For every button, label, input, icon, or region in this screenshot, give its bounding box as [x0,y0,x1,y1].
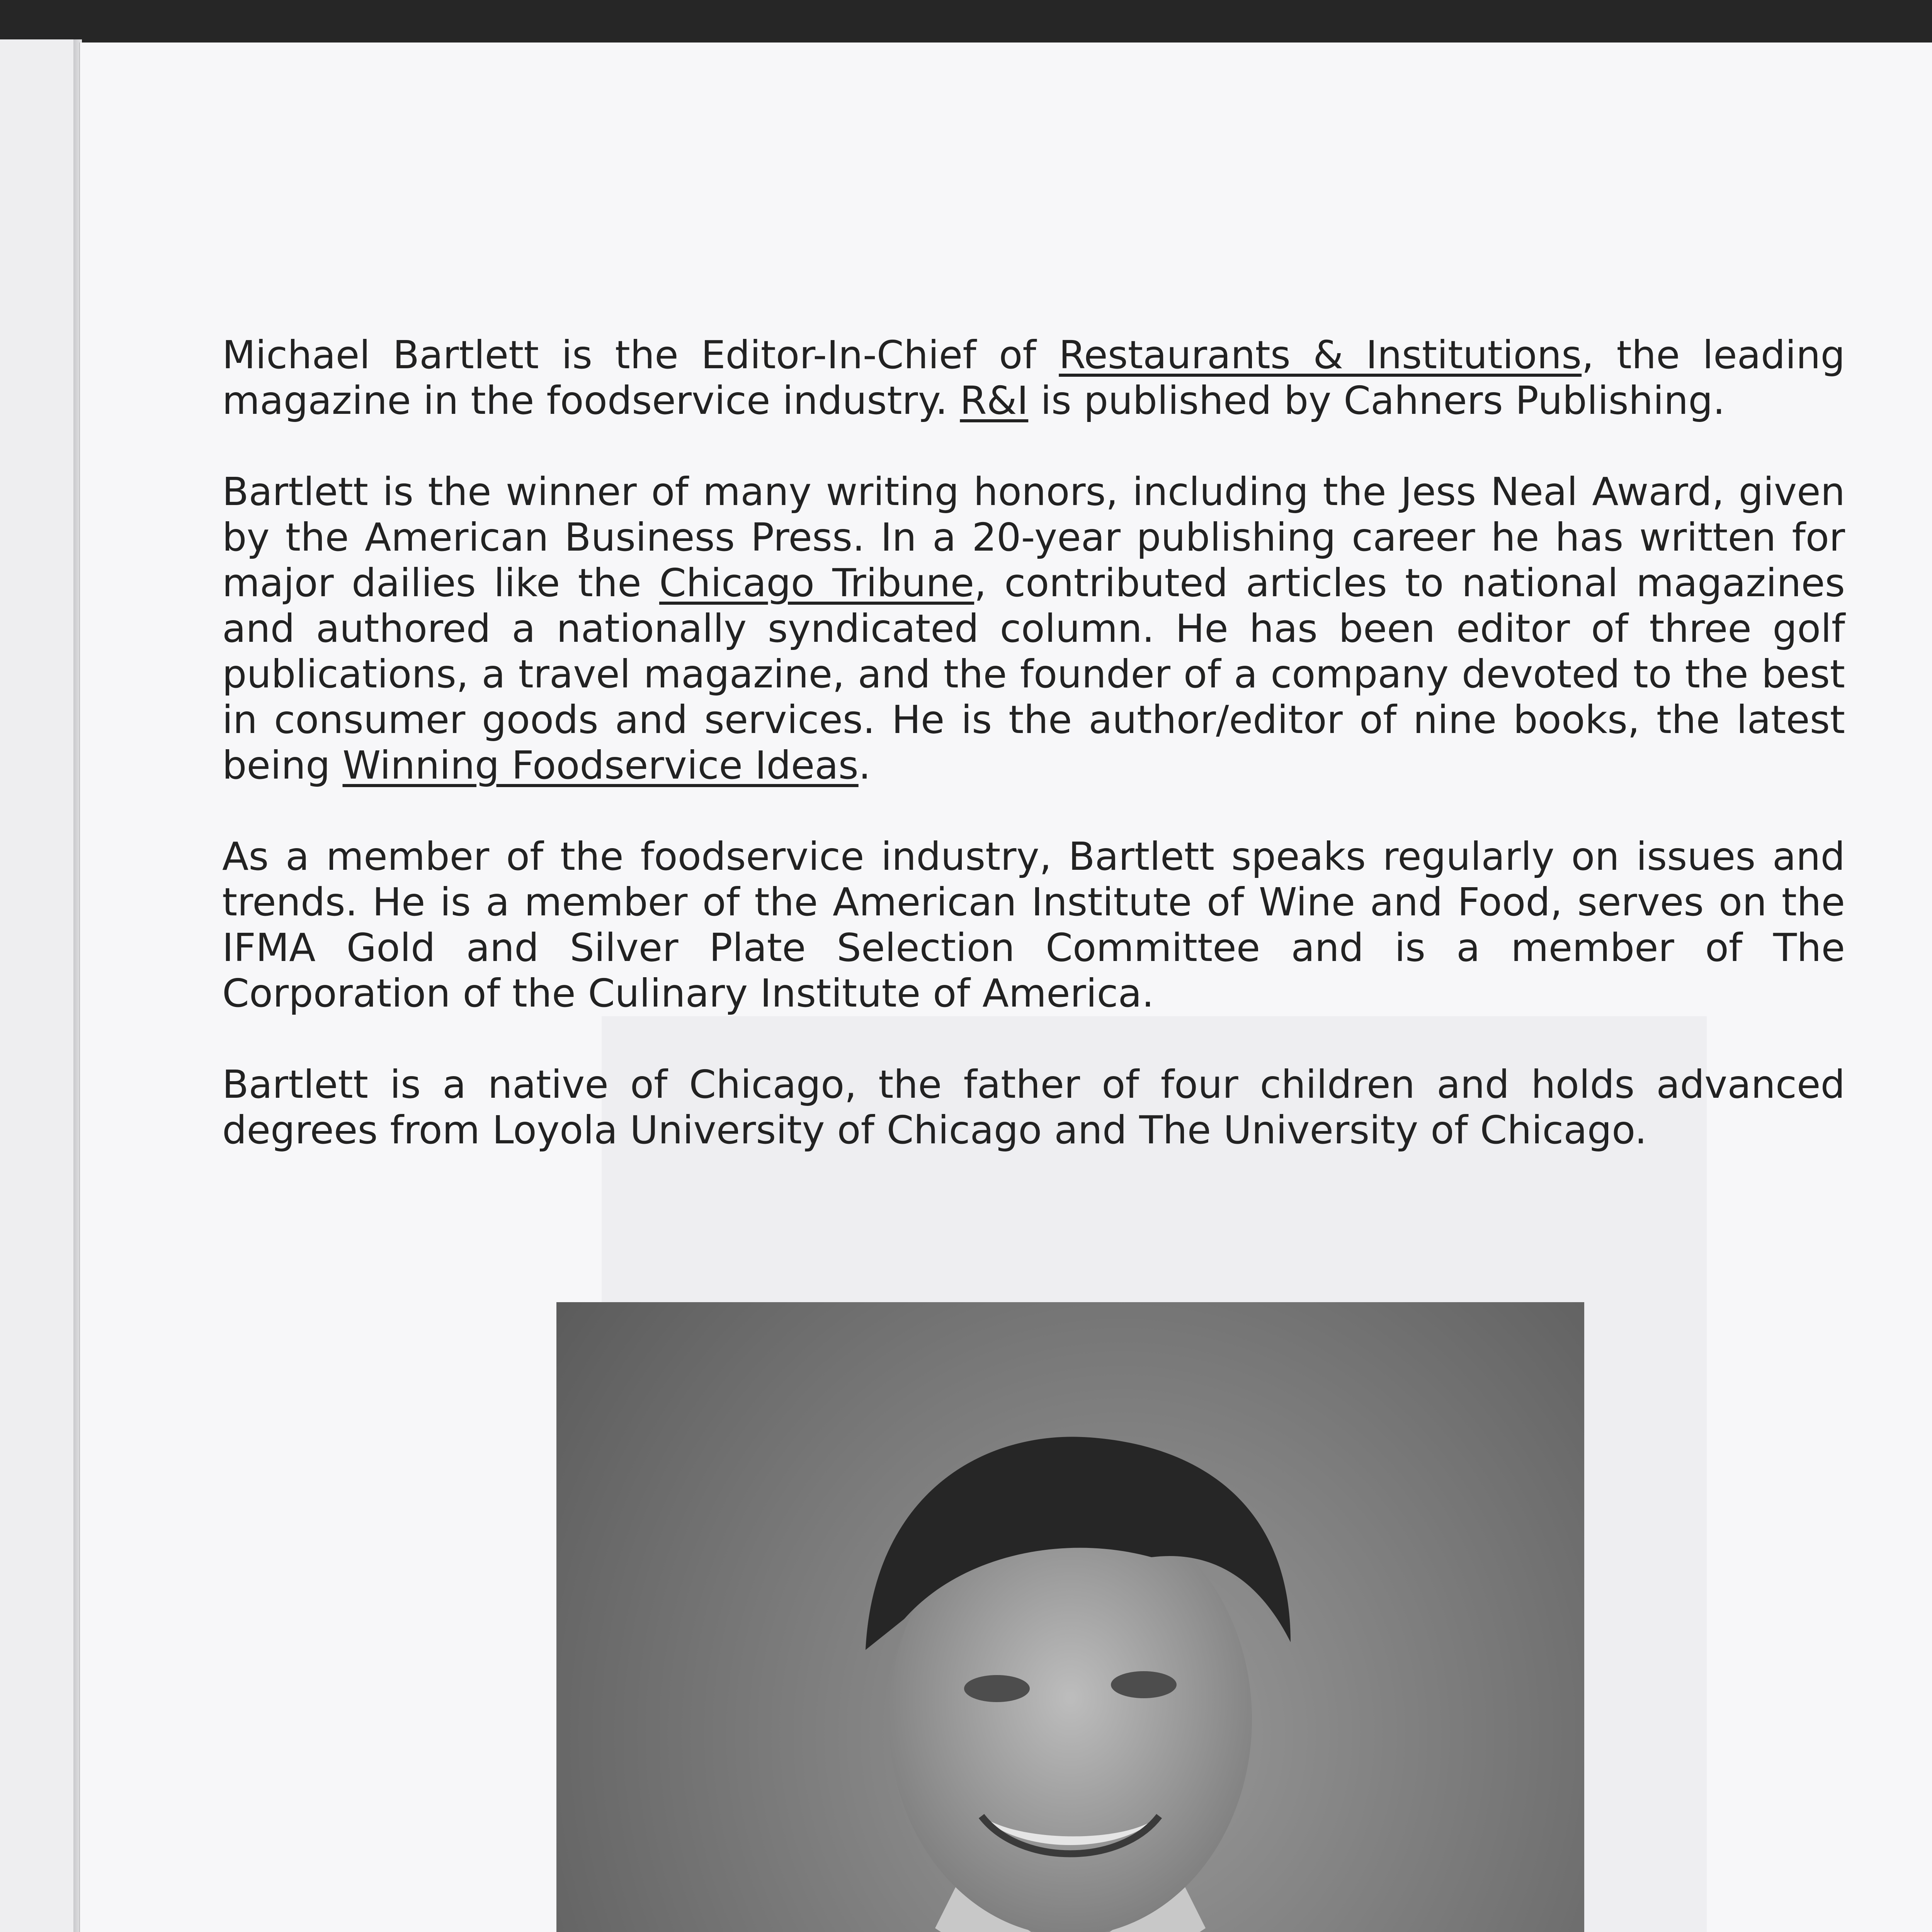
biography-text [222,332,1845,1153]
portrait-illustration [556,1302,1584,1932]
bio-paragraph-2: Bartlett is the winner of many writing honors, including the Jess Neal Award, given by the American Business Press. In a 20-year publishing career he has written for major dailies like the Chicago Tribune, contributed articles to national magazines and authored a nationally syndicated column. He has been editor of three golf publications, a travel magazine, and the founder of a company devoted to the best in consumer goods and services. He is the author/editor of nine books, the latest being Winning Foodservice Ideas. [222,469,1845,788]
bio-paragraph-3: As a member of the foodservice industry, Bartlett speaks regularly on issues and trends. He is a member of the American Institute of Wine and Food, serves on the IFMA Gold and Silver Plate Selection Committee and is a member of The Corporation of the Culinary Institute of America. [222,834,1845,1016]
bio-paragraph-4: Bartlett is a native of Chicago, the father of four children and holds advanced degrees from Loyola University of Chicago and The University of Chicago. [222,1062,1845,1153]
portrait-photo [556,1302,1584,1932]
bio-paragraph-1: Michael Bartlett is the Editor-In-Chief of Restaurants & Institutions, the leading magazine in the foodservice industry. R&I is published by Cahners Publishing. [222,332,1845,423]
underlined-title-ri: R&I [960,378,1029,423]
underlined-title-restaurants-institutions: Restaurants & Institutions [1059,332,1582,378]
underlined-title-winning-foodservice-ideas: Winning Foodservice Ideas [342,743,859,788]
underlined-title-chicago-tribune: Chicago Tribune [659,560,975,605]
facing-page-edge [0,39,81,1932]
